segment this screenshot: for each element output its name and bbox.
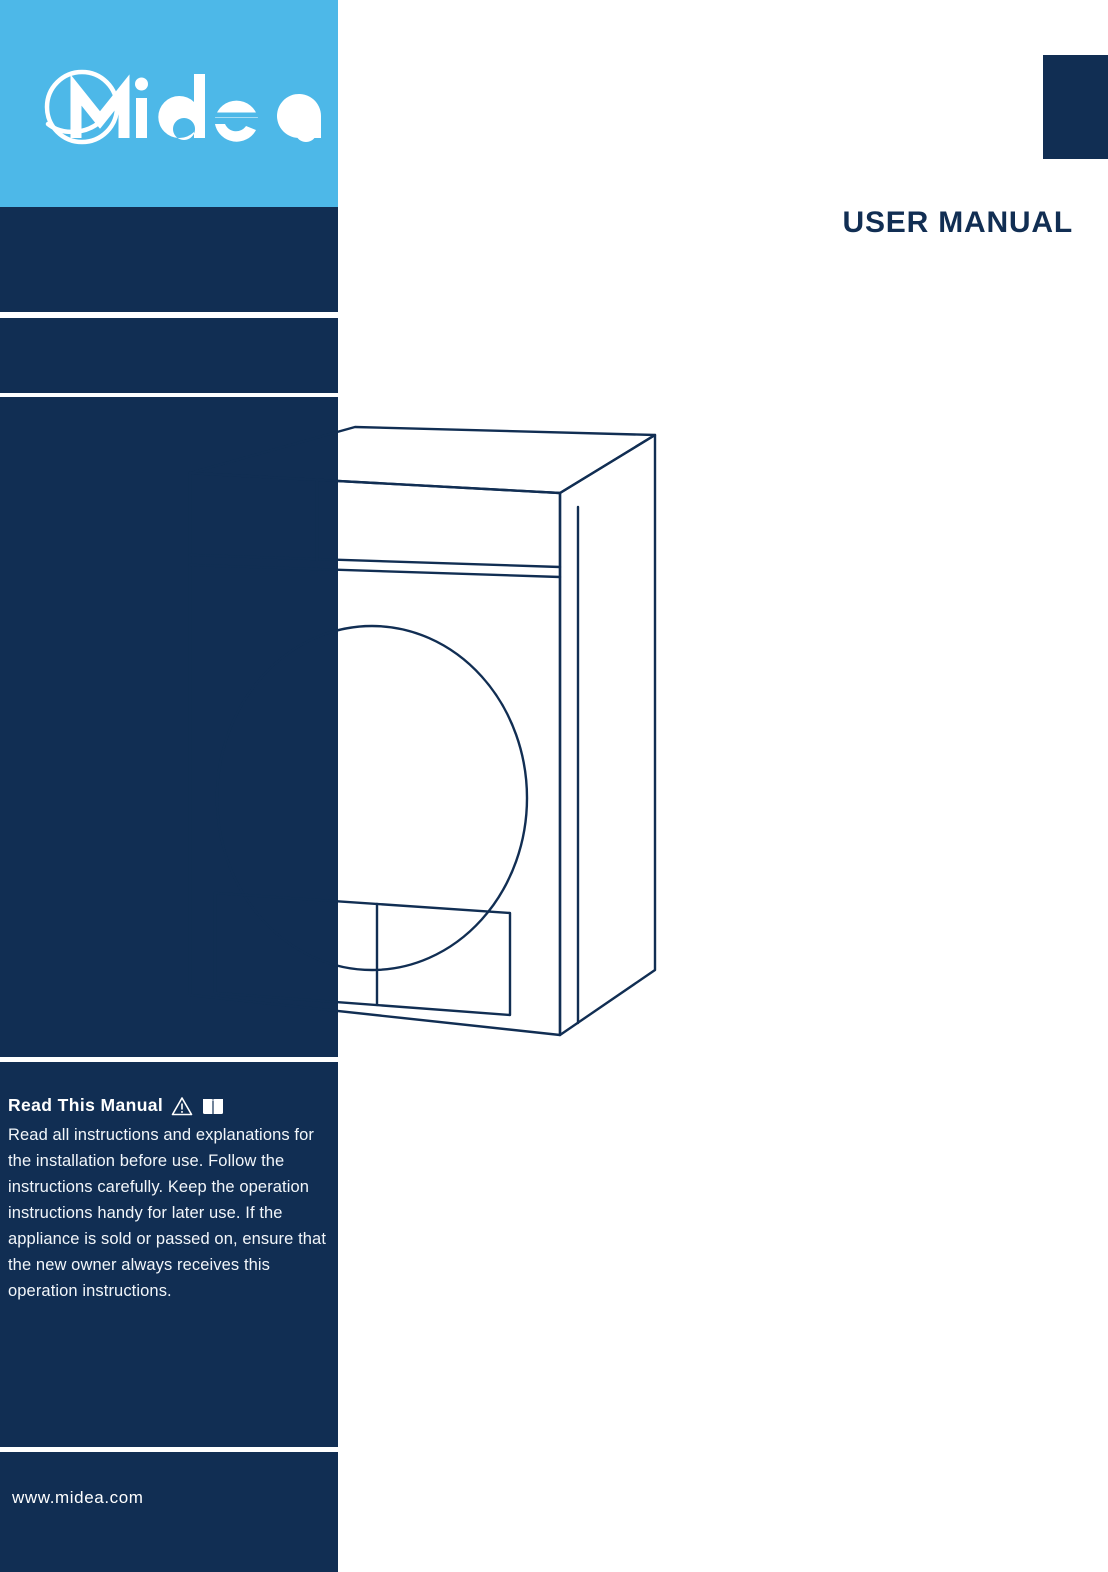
read-this-manual-notice bbox=[8, 1095, 338, 1304]
notice-heading-row bbox=[8, 1095, 338, 1116]
navy-accent-block-2 bbox=[0, 318, 338, 393]
brand-band bbox=[0, 0, 338, 207]
navy-accent-block-1 bbox=[0, 207, 338, 312]
corner-accent-tab bbox=[1043, 55, 1108, 159]
footer-website: www.midea.com bbox=[12, 1488, 144, 1507]
page-title: USER MANUAL bbox=[842, 206, 1073, 239]
notice-body: Read all instructions and explanations for the installation before use. Follow the instructions carefully. Keep the operation instructions handy for later use. If the appliance is sold or passed on, ensure that the new owner always receives this operation instructions. bbox=[8, 1126, 327, 1300]
open-book-icon bbox=[201, 1096, 225, 1116]
tumble-dryer-line-drawing bbox=[180, 415, 670, 1065]
midea-logo-icon bbox=[18, 62, 328, 152]
notice-heading: Read This Manual bbox=[8, 1095, 164, 1115]
navy-footer-block bbox=[0, 1452, 338, 1572]
warning-triangle-icon bbox=[171, 1096, 193, 1116]
